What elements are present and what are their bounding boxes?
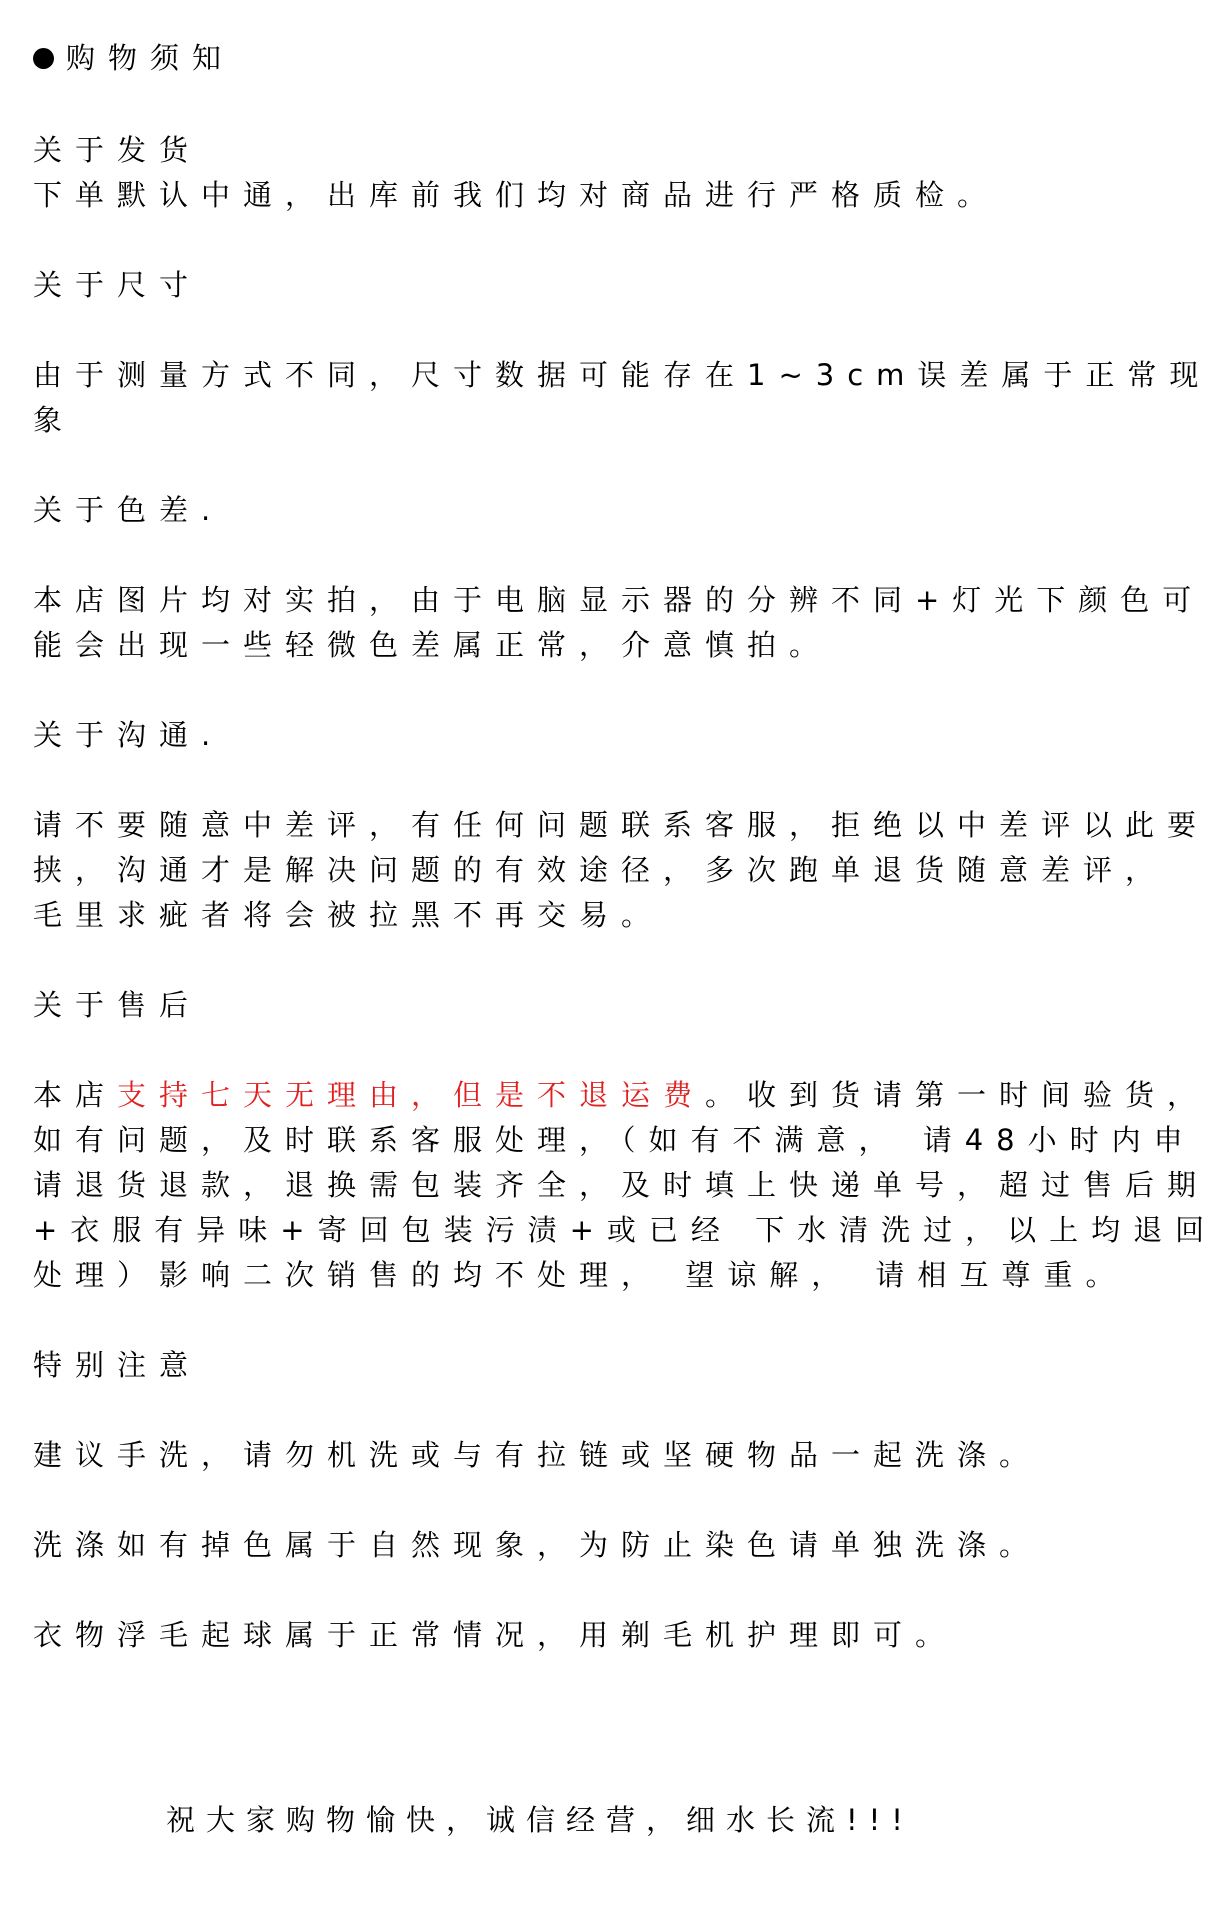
shipping-text: 下单默认中通，出库前我们均对商品进行严格质检。 xyxy=(33,178,1000,212)
after-sales-suffix: 。收到货请第一时间验货， xyxy=(705,1078,1210,1112)
section-heading-special-notice: 特别注意 xyxy=(33,1348,202,1382)
after-sales-text-line: +衣服有异味+寄回包装污渍+或已经 下水清洗过，以上均退回 xyxy=(33,1213,1217,1247)
after-sales-text-line: 如有问题，及时联系客服处理，（如有不满意， 请48小时内申 xyxy=(33,1123,1196,1157)
after-sales-prefix: 本店 xyxy=(33,1078,118,1112)
communication-text-line: 毛里求疵者将会被拉黑不再交易。 xyxy=(33,898,664,932)
special-notice-text: 建议手洗，请勿机洗或与有拉链或坚硬物品一起洗涤。 xyxy=(33,1438,1042,1472)
after-sales-highlight: 支持七天无理由，但是不退运费 xyxy=(117,1078,706,1112)
bullet-dot-icon xyxy=(33,48,54,69)
size-text-line: 由于测量方式不同，尺寸数据可能存在1~3cm误差属于正常现 xyxy=(33,358,1212,392)
section-heading-color: 关于色差. xyxy=(33,493,224,527)
section-heading-size: 关于尺寸 xyxy=(33,268,202,302)
special-notice-text: 衣物浮毛起球属于正常情况，用剃毛机护理即可。 xyxy=(33,1618,958,1652)
after-sales-text-line: 请退货退款，退换需包装齐全，及时填上快递单号，超过售后期 xyxy=(33,1168,1210,1202)
color-text-line: 能会出现一些轻微色差属正常，介意慎拍。 xyxy=(33,628,832,662)
section-heading-shipping: 关于发货 xyxy=(33,133,202,167)
size-text-line: 象 xyxy=(33,403,76,437)
section-heading-communication: 关于沟通. xyxy=(33,718,224,752)
notice-title-row xyxy=(33,38,1060,78)
communication-text-line: 请不要随意中差评，有任何问题联系客服，拒绝以中差评以此要 xyxy=(33,808,1210,842)
after-sales-text-line xyxy=(33,1075,1210,1115)
communication-text-line: 挟，沟通才是解决问题的有效途径，多次跑单退货随意差评， xyxy=(33,853,1168,887)
after-sales-text-line: 处理）影响二次销售的均不处理， 望谅解， 请相互尊重。 xyxy=(33,1258,1128,1292)
section-heading-after-sales: 关于售后 xyxy=(33,988,202,1022)
closing-message: 祝大家购物愉快，诚信经营，细水长流!!! xyxy=(166,1803,914,1837)
special-notice-text: 洗涤如有掉色属于自然现象，为防止染色请单独洗涤。 xyxy=(33,1528,1042,1562)
notice-title: 购物须知 xyxy=(66,41,235,75)
color-text-line: 本店图片均对实拍，由于电脑显示器的分辨不同+灯光下颜色可 xyxy=(33,583,1205,617)
